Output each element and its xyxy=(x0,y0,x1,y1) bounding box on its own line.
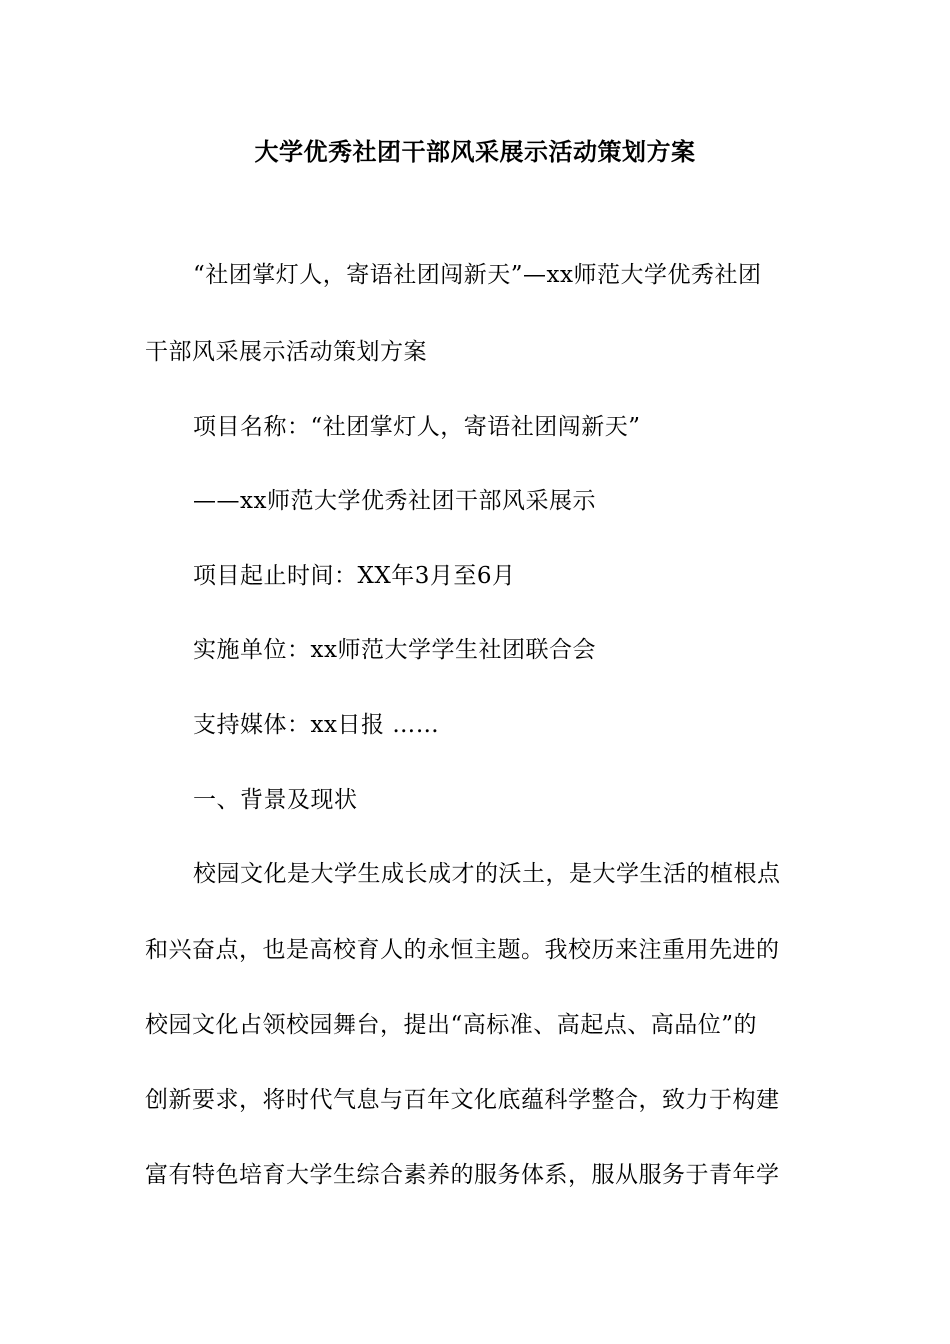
paragraph-line-5: 富有特色培育大学生综合素养的服务体系，服从服务于青年学 xyxy=(145,1162,780,1188)
project-period-line: 项目起止时间：XX年3月至6月 xyxy=(193,563,516,589)
document-title: 大学优秀社团干部风采展示活动策划方案 xyxy=(254,137,696,166)
paragraph-line-4: 创新要求，将时代气息与百年文化底蕴科学整合，致力于构建 xyxy=(145,1087,780,1113)
project-name-line: 项目名称：“社团掌灯人，寄语社团闯新天” xyxy=(193,414,641,440)
organizer-line: 实施单位：xx师范大学学生社团联合会 xyxy=(193,637,596,663)
project-name-continuation: ——xx师范大学优秀社团干部风采展示 xyxy=(193,488,596,514)
paragraph-line-1: 校园文化是大学生成长成才的沃土，是大学生活的植根点 xyxy=(193,861,781,887)
paragraph-line-2: 和兴奋点，也是高校育人的永恒主题。我校历来注重用先进的 xyxy=(145,937,780,963)
section-heading-background: 一、背景及现状 xyxy=(193,787,358,813)
subtitle-line-1: “社团掌灯人，寄语社团闯新天”—xx师范大学优秀社团 xyxy=(193,262,762,288)
subtitle-line-2: 干部风采展示活动策划方案 xyxy=(145,339,427,365)
media-line: 支持媒体：xx日报 …… xyxy=(193,712,440,738)
paragraph-line-3: 校园文化占领校园舞台，提出“高标准、高起点、高品位”的 xyxy=(145,1012,758,1038)
